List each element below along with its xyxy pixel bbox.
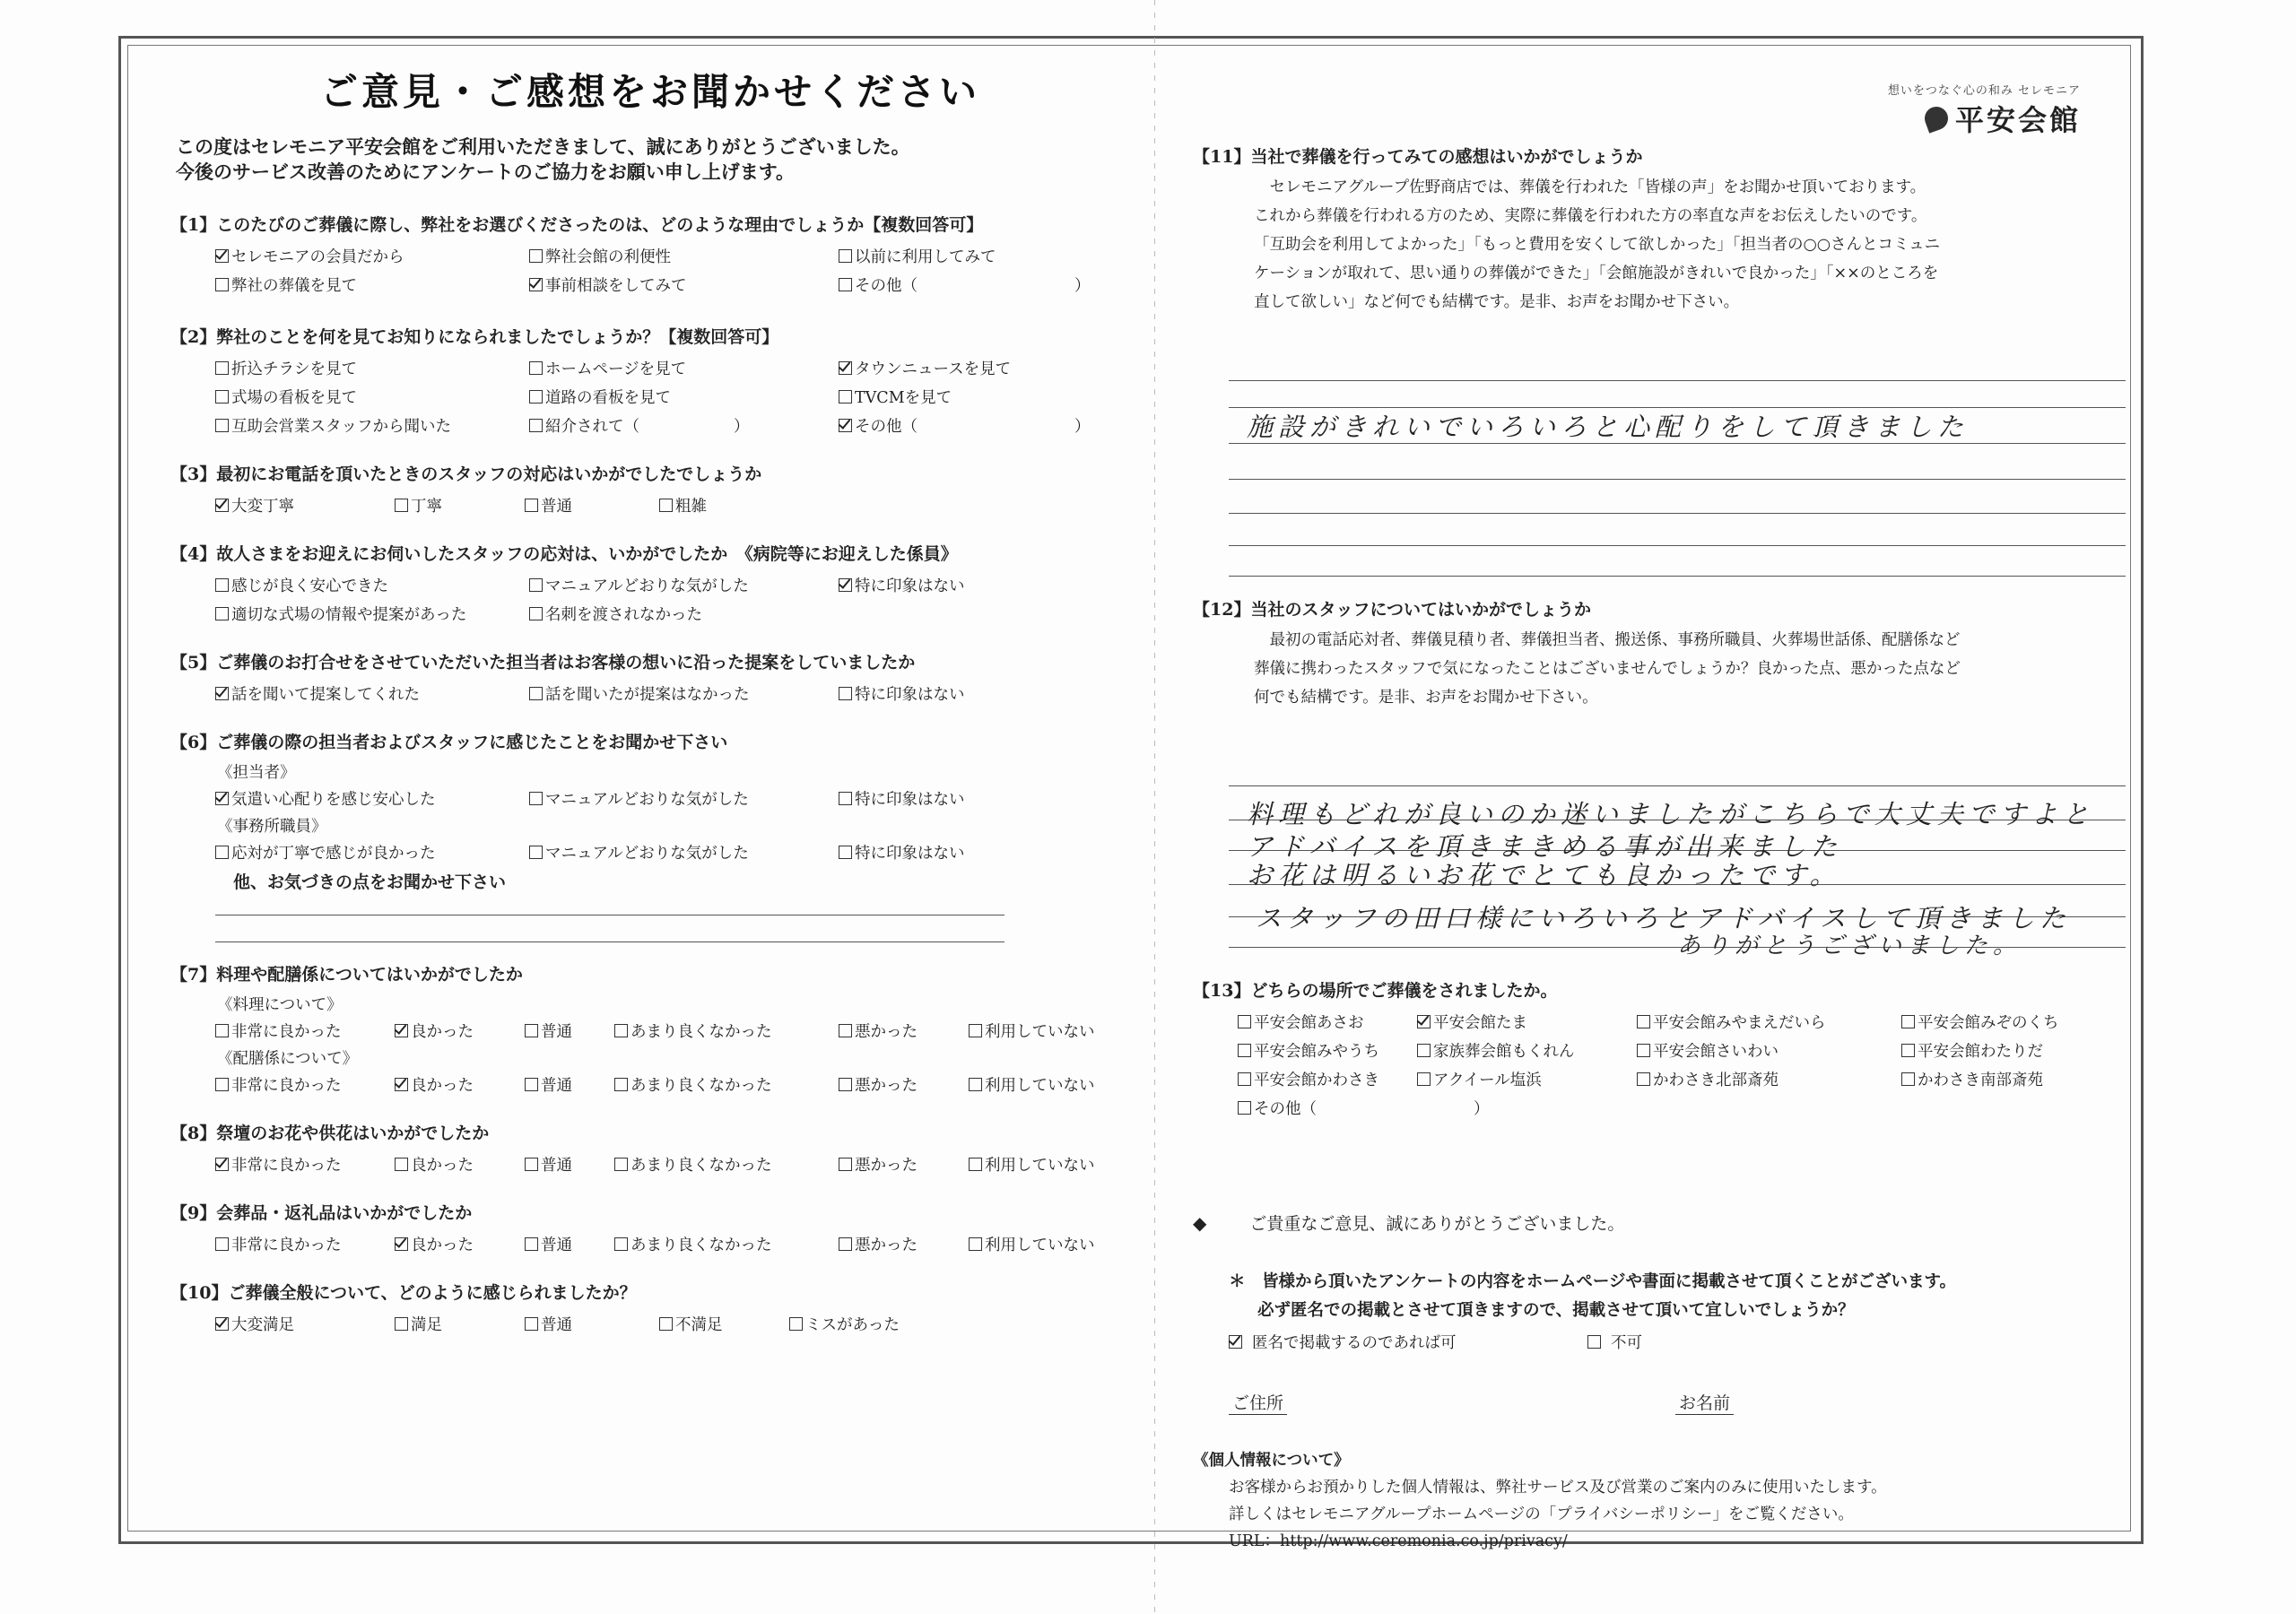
q11-comment-area[interactable] (1229, 368, 2126, 601)
diamond-icon: ◆ (1193, 1211, 1207, 1234)
handwritten-comment-12-line1: 料理もどれが良いのか迷いましたがこちらで大丈夫ですよと (1247, 799, 2094, 829)
right-column (1193, 54, 2126, 1550)
checkbox[interactable] (525, 499, 538, 512)
checkbox[interactable] (395, 1158, 408, 1171)
checkbox[interactable] (839, 792, 852, 805)
checkbox[interactable] (525, 1024, 538, 1037)
checkbox[interactable] (525, 1158, 538, 1171)
checkbox[interactable] (215, 278, 229, 291)
q1-saw-funeral[interactable]: 弊社の葬儀を見て (215, 273, 529, 296)
checkbox[interactable] (1637, 1015, 1650, 1028)
q6-comment-lines[interactable] (170, 895, 1130, 949)
privacy-section: 《個人情報について》 お客様からお預かりした個人情報は、弊社サービス及び営業のご案内のみに使用いたします。 詳しくはセレモニアグループホームページの「プライバシーポリシー」をご覧ください。 URL：http://www.ceremonia.co.jp/privacy/ (1193, 1448, 1887, 1556)
checkbox[interactable] (525, 1078, 538, 1091)
checkbox[interactable] (839, 1078, 852, 1091)
checkbox[interactable] (839, 278, 852, 291)
checkbox[interactable] (839, 846, 852, 859)
checkbox-checked[interactable] (215, 1317, 229, 1331)
checkbox[interactable] (529, 607, 543, 620)
handwritten-comment-11: 施設がきれいでいろいろと心配りをして頂きました (1247, 412, 1970, 442)
checkbox[interactable] (839, 1158, 852, 1171)
checkbox[interactable] (215, 1024, 229, 1037)
checkbox[interactable] (529, 687, 543, 700)
checkbox[interactable] (525, 1317, 538, 1331)
handwritten-comment-12-line2: アドバイスを頂きまきめる事が出来ました (1247, 831, 1843, 862)
question-6: 【6】ご葬儀の際の担当者およびスタッフに感じたことをお聞かせ下さい 《担当者》 気遣い心配りを感じ安心した マニュアルどおりな気がした 特に印象はない 《事務所職員》 応対が丁寧で感じが良かった マニュアルどおりな気がした 特に印象はない 他、お気づきの点をお聞かせ下さい (170, 729, 1130, 949)
checkbox[interactable] (1238, 1044, 1251, 1057)
checkbox-checked[interactable] (839, 361, 852, 375)
checkbox[interactable] (1238, 1101, 1251, 1115)
checkbox[interactable] (529, 249, 543, 263)
checkbox[interactable] (839, 390, 852, 404)
q1-member[interactable]: セレモニアの会員だから (215, 245, 529, 267)
q1-used-before[interactable]: 以前に利用してみて (839, 245, 996, 267)
checkbox[interactable] (839, 687, 852, 700)
checkbox[interactable] (614, 1158, 628, 1171)
checkbox[interactable] (395, 499, 408, 512)
checkbox[interactable] (969, 1237, 982, 1251)
checkbox[interactable] (839, 249, 852, 263)
intro: この度はセレモニア平安会館をご利用いただきまして、誠にありがとうございました。 今後のサービス改善のためにアンケートのご協力をお願い申し上げます。 (176, 135, 910, 183)
checkbox-checked[interactable] (395, 1078, 408, 1091)
checkbox[interactable] (525, 1237, 538, 1251)
checkbox[interactable] (1901, 1072, 1915, 1086)
q1-consultation[interactable]: 事前相談をしてみて (529, 273, 839, 296)
handwritten-comment-12-line4: スタッフの田口様にいろいろとアドバイスして頂きました (1256, 903, 2072, 933)
checkbox-checked[interactable] (215, 499, 229, 512)
checkbox[interactable] (1637, 1044, 1650, 1057)
question-2: 【2】弊社のことを何を見てお知りになられましたでしょうか？【複数回答可】 折込チラシを見て ホームページを見て タウンニュースを見て 式場の看板を見て 道路の看板を見て TVCMを見て 互助会営業スタッフから聞いた 紹介されて（ ） その他（ ） (170, 327, 1091, 436)
question-10: 【10】ご葬儀全般について、どのように感じられましたか？ 大変満足 満足 普通 不満足 ミスがあった (170, 1283, 900, 1334)
fold-line (1154, 0, 1155, 1614)
checkbox[interactable] (529, 390, 543, 404)
checkbox[interactable] (614, 1024, 628, 1037)
checkbox-checked[interactable] (1417, 1015, 1431, 1028)
checkbox[interactable] (969, 1024, 982, 1037)
question-1: 【1】このたびのご葬儀に際し、弊社をお選びくださったのは、どのような理由でしょうか【複数回答可】 セレモニアの会員だから 弊社会館の利便性 以前に利用してみて 弊社の葬儀を見て 事前相談をしてみて その他（ ） (170, 215, 1091, 295)
checkbox[interactable] (529, 361, 543, 375)
checkbox[interactable] (1901, 1044, 1915, 1057)
logo-mark-icon (1921, 103, 1951, 133)
question-11: 【11】当社で葬儀を行ってみての感想はいかがでしょうか セレモニアグループ佐野商店では、葬儀を行われた「皆様の声」をお聞かせ頂いております。 これから葬儀を行われる方のため、実際に葬儀を行われた方の率直な声をお伝えしたいのです。 「互助会を利用してよかった」「もっと費用を安くして欲しかった」「担当者の○○さんとコミュニ ケーションが取れて、思い通りの葬儀ができた」「会館施設がきれいで良かった」「××のところを 直して欲しい」など何でも結構です。是非、お声をお聞かせ下さい。 (1193, 147, 1941, 311)
checkbox[interactable] (215, 578, 229, 592)
left-column (170, 54, 1130, 1338)
checkbox[interactable] (839, 1024, 852, 1037)
checkbox[interactable] (1901, 1015, 1915, 1028)
checkbox[interactable] (1417, 1072, 1431, 1086)
checkbox[interactable] (969, 1078, 982, 1091)
question-3: 【3】最初にお電話を頂いたときのスタッフの対応はいかがでしたでしょうか 大変丁寧 丁寧 普通 粗雑 (170, 464, 762, 516)
checkbox-checked[interactable] (395, 1024, 408, 1037)
checkbox[interactable] (529, 846, 543, 859)
checkbox[interactable] (969, 1158, 982, 1171)
checkbox[interactable] (659, 1317, 673, 1331)
name-label: お名前 (1675, 1390, 1734, 1415)
checkbox-checked[interactable] (215, 687, 229, 700)
checkbox[interactable] (529, 419, 543, 432)
checkbox[interactable] (839, 1237, 852, 1251)
checkbox[interactable] (1417, 1044, 1431, 1057)
checkbox-checked[interactable] (839, 419, 852, 432)
checkbox[interactable] (614, 1237, 628, 1251)
checkbox[interactable] (1637, 1072, 1650, 1086)
checkbox-checked[interactable] (215, 792, 229, 805)
address-label: ご住所 (1229, 1390, 1287, 1415)
privacy-url-link[interactable]: URL：http://www.ceremonia.co.jp/privacy/ (1229, 1532, 1568, 1550)
question-12: 【12】当社のスタッフについてはいかがでしょうか 最初の電話応対者、葬儀見積り者、葬儀担当者、搬送係、事務所職員、火葬場世話係、配膳係など 葬儀に携わったスタッフで気になったことはございませんでしょうか？良かった点、悪かった点など 何でも結構です。是非、お声をお聞かせ下さい。 (1193, 600, 1961, 707)
q12-comment-area[interactable] (1229, 762, 2126, 977)
checkbox-checked[interactable] (395, 1237, 408, 1251)
publish-consent: ＊ 皆様から頂いたアンケートの内容をホームページや書面に掲載させて頂くことがございます。 必ず匿名での掲載とさせて頂きますので、掲載させて頂いて宜しいでしょうか？ 匿名で掲載するのであれば可 不可 (1229, 1272, 1957, 1352)
checkbox-checked[interactable] (215, 1158, 229, 1171)
checkbox[interactable] (1238, 1072, 1251, 1086)
handwritten-comment-12-line5: ありがとうございました。 (1677, 933, 2022, 959)
question-9: 【9】会葬品・返礼品はいかがでしたか 非常に良かった 良かった 普通 あまり良くなかった 悪かった 利用していない (170, 1203, 1095, 1254)
checkbox-checked[interactable] (529, 278, 543, 291)
checkbox[interactable] (215, 390, 229, 404)
company-logo: 想いをつなぐ心の和み セレモニア 平安会館 (1887, 84, 2081, 137)
question-5: 【5】ご葬儀のお打合せをさせていただいた担当者はお客様の想いに沿った提案をしていましたか 話を聞いて提案してくれた 話を聞いたが提案はなかった 特に印象はない (170, 653, 965, 704)
checkbox[interactable] (529, 578, 543, 592)
thanks-line: ◆ ご貴重なご意見、誠にありがとうございました。 (1193, 1211, 1625, 1234)
question-8: 【8】祭壇のお花や供花はいかがでしたか 非常に良かった 良かった 普通 あまり良くなかった 悪かった 利用していない (170, 1124, 1095, 1175)
checkbox[interactable] (395, 1317, 408, 1331)
checkbox[interactable] (614, 1078, 628, 1091)
question-4: 【4】故人さまをお迎えにお伺いしたスタッフの応対は、いかがでしたか 《病院等にお迎えした係員》 感じが良く安心できた マニュアルどおりな気がした 特に印象はない 適切な式場の情報や提案があった 名刺を渡されなかった (170, 544, 965, 624)
checkbox[interactable] (1238, 1015, 1251, 1028)
publish-no[interactable]: 不可 (1587, 1331, 1642, 1353)
checkbox[interactable] (1587, 1335, 1601, 1349)
q1-convenience[interactable]: 弊社会館の利便性 (529, 245, 839, 267)
handwritten-comment-12-line3: お花は明るいお花でとても良かったです。 (1247, 860, 1841, 890)
checkbox[interactable] (659, 499, 673, 512)
checkbox[interactable] (215, 419, 229, 432)
checkbox-checked[interactable] (839, 578, 852, 592)
checkbox[interactable] (215, 1237, 229, 1251)
q1-other[interactable]: その他（ ） (839, 273, 1091, 296)
question-7: 【7】料理や配膳係についてはいかがでしたか 《料理について》 非常に良かった 良かった 普通 あまり良くなかった 悪かった 利用していない 《配膳係について》 非常に良かった 良かった 普通 あまり良くなかった 悪かった 利用していない (170, 965, 1095, 1095)
checkbox[interactable] (215, 846, 229, 859)
page-title: ご意見・ご感想をお聞かせください (319, 70, 980, 114)
checkbox[interactable] (529, 792, 543, 805)
checkbox-checked[interactable] (1229, 1335, 1242, 1349)
checkbox[interactable] (789, 1317, 803, 1331)
question-13: 【13】どちらの場所でご葬儀をされましたか。 平安会館あさお 平安会館たま 平安会館みやまえだいら 平安会館みぞのくち 平安会館みやうち 家族葬会館もくれん 平安会館さいわい 平安会館わたりだ 平安会館かわさき アクイール塩浜 かわさき北部斎苑 かわさき南部斎苑 その他（ ） (1193, 981, 2059, 1118)
publish-yes[interactable]: 匿名で掲載するのであれば可 (1229, 1331, 1587, 1353)
checkbox-checked[interactable] (215, 249, 229, 263)
checkbox[interactable] (215, 607, 229, 620)
checkbox[interactable] (215, 361, 229, 375)
checkbox[interactable] (215, 1078, 229, 1091)
